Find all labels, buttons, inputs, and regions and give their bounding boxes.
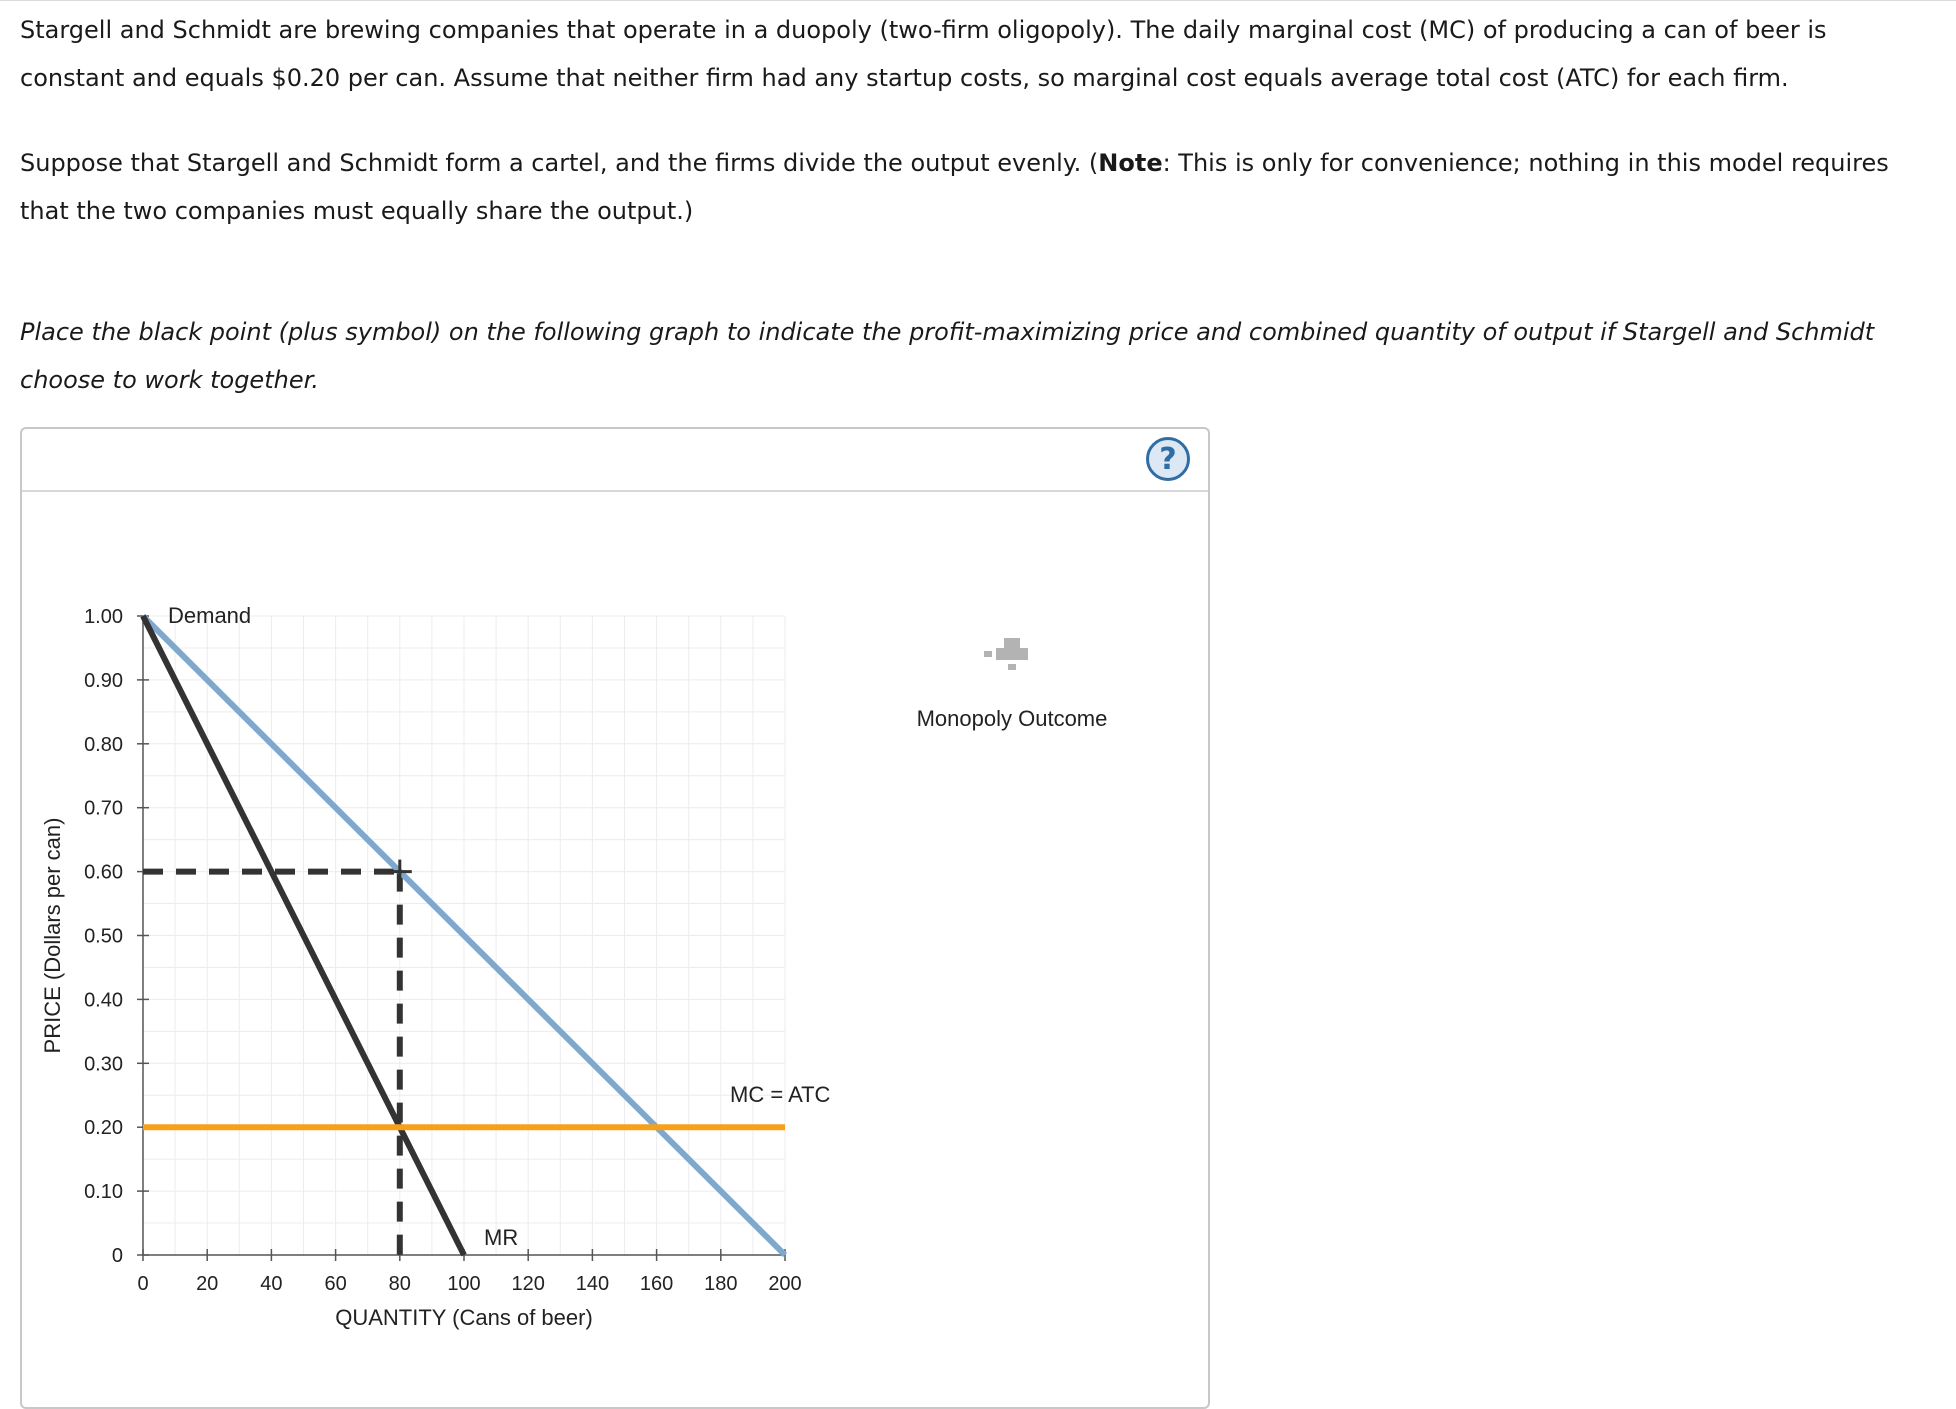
question-intro: Stargell and Schmidt are brewing companies that operate in a duopoly (two-firm oligopoly). The daily marginal cost (MC) of producing a can of beer is constant and equals $0.20 per can. Assume that neither firm had any startup costs, so marginal cost equals average total cost (ATC) for each firm. bbox=[20, 16, 1827, 92]
monopoly-outcome-tool-label: Monopoly Outcome bbox=[916, 706, 1108, 731]
cartel-prefix: Suppose that Stargell and Schmidt form a cartel, and the firms divide the output evenly. ( bbox=[20, 149, 1099, 177]
y-tick-label: 0.90 bbox=[84, 669, 123, 692]
mc-atc-label: MC = ATC bbox=[730, 1082, 831, 1108]
x-tick-label: 20 bbox=[196, 1273, 219, 1295]
x-axis-label: QUANTITY (Cans of beer) bbox=[335, 1305, 593, 1330]
y-tick-label: 0.50 bbox=[84, 925, 123, 948]
y-tick-label: 1.00 bbox=[84, 606, 123, 628]
x-tick-label: 100 bbox=[447, 1273, 481, 1295]
x-tick-label: 60 bbox=[324, 1273, 347, 1295]
x-tick-label: 200 bbox=[768, 1273, 802, 1295]
y-tick-label: 0.70 bbox=[84, 797, 123, 820]
help-button[interactable]: ? bbox=[1146, 437, 1190, 481]
x-tick-label: 180 bbox=[704, 1273, 738, 1295]
note-label: Note bbox=[1098, 149, 1163, 177]
x-tick-label: 120 bbox=[511, 1273, 545, 1295]
y-tick-label: 0.20 bbox=[84, 1117, 123, 1140]
plus-marker-icon-dash bbox=[984, 651, 992, 657]
top-divider bbox=[0, 0, 1956, 1]
y-axis-label: PRICE (Dollars per can) bbox=[40, 817, 65, 1054]
x-tick-label: 80 bbox=[388, 1273, 411, 1295]
y-tick-label: 0 bbox=[111, 1245, 123, 1267]
y-tick-label: 0.40 bbox=[84, 989, 123, 1012]
plus-marker-icon-stub bbox=[1008, 664, 1016, 670]
x-tick-label: 40 bbox=[260, 1273, 283, 1295]
question-cartel bbox=[20, 139, 1920, 235]
y-tick-label: 0.80 bbox=[84, 733, 123, 756]
y-tick-label: 0.60 bbox=[84, 861, 123, 884]
y-tick-label: 0.10 bbox=[84, 1181, 123, 1204]
graph-svg bbox=[22, 429, 1208, 1407]
graph-panel bbox=[20, 427, 1210, 1409]
question-instruction: Place the black point (plus symbol) on the following graph to indicate the profit-maximizing price and combined quantity of output if Stargell and Schmidt choose to work together. bbox=[20, 318, 1875, 394]
mr-label: MR bbox=[484, 1225, 519, 1250]
y-tick-label: 0.30 bbox=[84, 1053, 123, 1076]
x-tick-label: 140 bbox=[575, 1273, 610, 1295]
demand-label: Demand bbox=[168, 603, 252, 628]
plus-marker-icon-bar[interactable] bbox=[996, 648, 1028, 660]
x-tick-label: 160 bbox=[639, 1273, 674, 1295]
cartel-suffix: : This is only for convenience; nothing in this model requires that the two companies must equally share the output.) bbox=[20, 149, 1889, 225]
x-tick-label: 0 bbox=[137, 1273, 149, 1295]
